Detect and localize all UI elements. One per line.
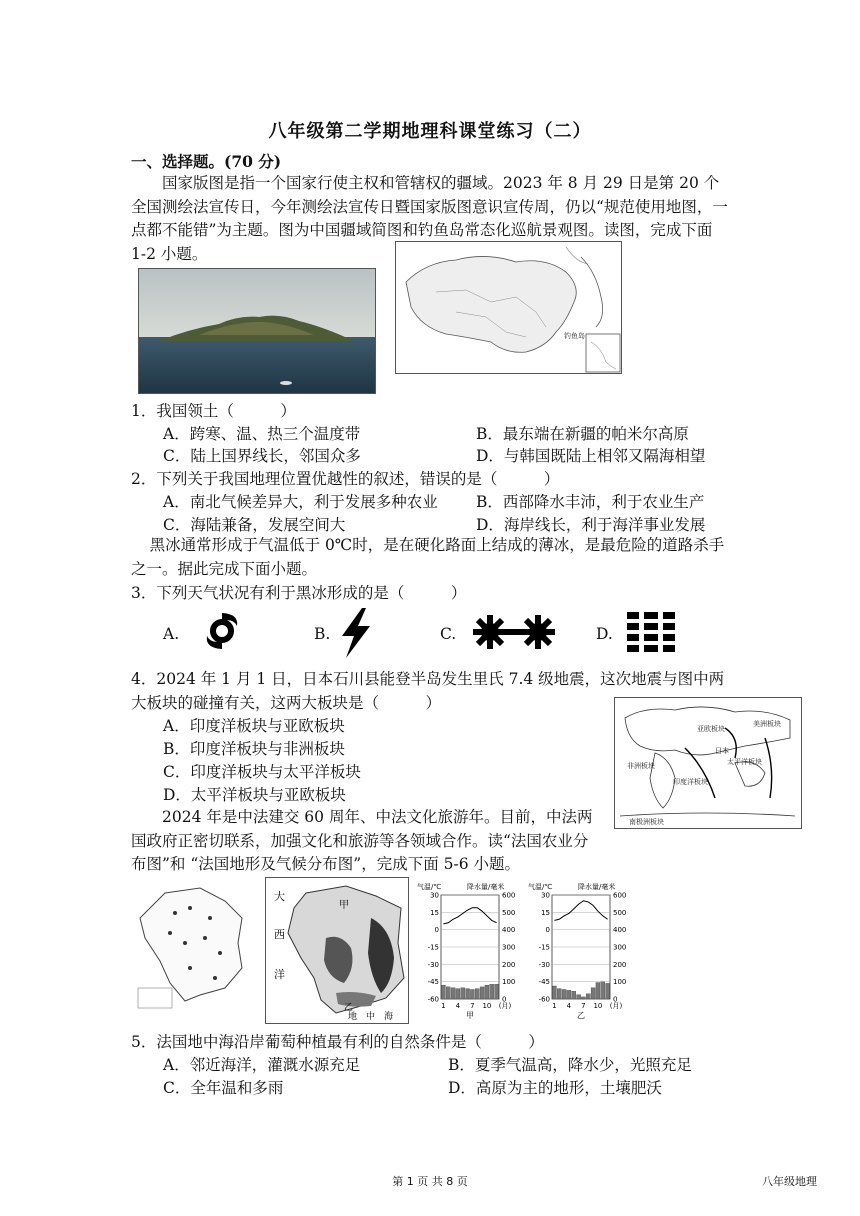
question-4-stem: 4．2024 年 1 月 1 日，日本石川县能登半岛发生里氏 7.4 级地震，这次地震与图中两大板块的碰撞有关，这两大板块是（ ） [131,670,725,712]
question-2-stem: 2．下列关于我国地理位置优越性的叙述，错误的是（ ） [131,470,560,488]
plate-label-indian: 印度洋板块 [673,778,708,786]
precip-bar [495,984,499,999]
precip-tick-label: 200 [613,960,627,969]
precip-bar [485,985,489,999]
precip-tick-label: 400 [502,926,516,935]
precip-tick-label: 300 [502,943,516,952]
q4-option-b[interactable]: B．印度洋板块与非洲板块 [163,740,345,758]
terrain-ocean-1: 大 [274,890,285,903]
typhoon-icon [199,608,245,654]
question-5-stem: 5．法国地中海沿岸葡萄种植最有利的自然条件是（ ） [131,1033,544,1051]
intro-paragraph-1: 国家版图是指一个国家行使主权和管辖权的疆域。2023 年 8 月 29 日是第 20 个全国测绘法宣传日，今年测绘法宣传日暨国家版图意识宣传周，仍以“规范使用地图，一点都不能错”为主题。图为中国疆域简图和钓鱼岛常态化巡航景观图。读图，完成下面 1-2 小题。 [131,174,728,263]
precip-bar [461,988,465,999]
terrain-ocean-3: 洋 [274,968,285,981]
temp-tick-label: -30 [538,960,550,969]
temp-tick-label: -60 [427,995,439,1004]
precip-tick-label: 100 [502,978,516,987]
precip-bar [606,983,610,999]
precip-bar [441,985,445,999]
q5-option-d[interactable]: D．高原为主的地形，土壤肥沃 [448,1079,662,1097]
precip-tick-label: 500 [502,908,516,917]
plate-label-japan: 日本 [715,747,729,755]
china-territory-map [395,241,622,374]
page-title: 八年级第二学期地理科课堂练习（二） [268,121,592,142]
temp-tick-label: 0 [434,926,439,935]
precip-tick-label: 500 [613,908,627,917]
q4-option-a[interactable]: A．印度洋板块与亚欧板块 [163,717,345,735]
month-tick-label: (月) [609,1002,623,1010]
month-tick-label: 10 [482,1002,492,1010]
precip-bar [446,987,450,999]
intro-paragraph-2: 黑冰通常形成于气温低于 0℃时，是在硬化路面上结成的薄冰，是最危险的道路杀手之一。据此完成下面小题。 [131,536,725,578]
q4-option-d[interactable]: D．太平洋板块与亚欧板块 [163,786,346,804]
precip-bar [567,990,571,999]
france-agriculture-map [130,883,260,1013]
ylabel-left: 气温/℃ [417,883,442,891]
page-number: 第 1 页 共 8 页 [392,1175,468,1188]
precip-bar [466,989,470,999]
precip-bar [456,989,460,999]
temp-tick-label: -45 [538,978,550,987]
precip-bar [552,986,556,999]
fog-icon [627,612,675,654]
climate-chart-jia [417,881,525,1021]
precip-tick-label: 0 [613,995,618,1004]
precip-bar [451,988,455,999]
question-1-stem: 1．我国领土（ ） [131,402,296,420]
plate-label-africa: 非洲板块 [627,762,655,770]
precip-tick-label: 600 [613,891,627,900]
month-tick-label: 1 [441,1002,446,1010]
q2-option-b[interactable]: B．西部降水丰沛，利于农业生产 [476,493,705,511]
temp-tick-label: -60 [538,995,550,1004]
precip-bar [475,989,479,999]
diaoyu-label: 钓鱼岛 [564,332,585,340]
precip-tick-label: 100 [613,978,627,987]
precip-bar [596,983,600,999]
climate-chart-yi [528,881,636,1021]
plate-label-eurasia: 亚欧板块 [697,725,725,733]
precip-bar [601,982,605,999]
terrain-point-jia: 甲 [339,900,349,911]
ylabel-right: 降水量/毫米 [467,883,505,891]
q4-option-c[interactable]: C．印度洋板块与太平洋板块 [163,763,361,781]
q5-option-b[interactable]: B．夏季气温高，降水少，光照充足 [448,1056,692,1074]
q1-option-d[interactable]: D．与韩国既陆上相邻又隔海相望 [476,447,706,465]
precip-bar [572,991,576,999]
q3-option-b[interactable]: B. [314,625,331,643]
precip-bar [557,989,561,999]
precip-bar [480,987,484,999]
q1-option-a[interactable]: A．跨寒、温、热三个温度带 [163,425,361,443]
lightning-icon [336,608,376,658]
plate-label-america: 美洲板块 [753,720,781,728]
terrain-sea-label: 地 中 海 [348,1012,394,1022]
q2-option-a[interactable]: A．南北气候差异大，利于发展多种农业 [163,493,438,511]
terrain-ocean-2: 西 [274,928,285,941]
month-tick-label: 7 [470,1002,475,1010]
temp-tick-label: 15 [430,908,439,917]
temp-tick-label: 0 [545,926,550,935]
precip-bar [490,984,494,999]
precip-tick-label: 0 [502,995,507,1004]
month-tick-label: 10 [593,1002,603,1010]
france-terrain-map [265,877,409,1024]
temp-line [554,901,607,921]
precip-tick-label: 200 [502,960,516,969]
plate-label-antarctic: 南极洲板块 [629,818,664,826]
temp-tick-label: 15 [541,908,550,917]
temp-tick-label: -45 [427,978,439,987]
q5-option-c[interactable]: C．全年温和多雨 [163,1079,284,1097]
q1-option-b[interactable]: B．最东端在新疆的帕米尔高原 [476,425,689,443]
month-tick-label: 4 [455,1002,461,1010]
ylabel-left: 气温/℃ [528,883,553,891]
footer-subject: 八年级地理 [762,1175,817,1188]
snowflake-icon [470,612,560,652]
q3-option-c[interactable]: C. [440,625,457,643]
plate-label-pacific: 太平洋板块 [727,758,762,766]
chart-caption: 甲 [466,1011,474,1020]
precip-bar [586,994,590,999]
month-tick-label: (月) [498,1002,512,1010]
terrain-point-yi: 乙 [344,1003,354,1013]
q3-option-a[interactable]: A. [163,625,180,643]
precip-tick-label: 400 [613,926,627,935]
temp-tick-label: 30 [541,891,550,900]
world-plates-map [614,697,802,829]
precip-bar [581,997,585,999]
q5-option-a[interactable]: A．邻近海洋，灌溉水源充足 [163,1056,361,1074]
temp-tick-label: -15 [427,943,439,952]
precip-bar [470,989,474,999]
q2-option-c[interactable]: C．海陆兼备，发展空间大 [163,516,346,534]
month-tick-label: 1 [552,1002,557,1010]
temp-tick-label: -15 [538,943,550,952]
month-tick-label: 7 [581,1002,586,1010]
diaoyu-island-photo [138,268,376,394]
temp-tick-label: 30 [430,891,439,900]
precip-tick-label: 300 [613,943,627,952]
section-heading: 一、选择题。(70 分) [131,152,282,171]
ylabel-right: 降水量/毫米 [578,883,616,891]
precip-bar [591,988,595,999]
precip-bar [577,995,581,999]
chart-caption: 乙 [577,1011,585,1020]
q1-option-c[interactable]: C．陆上国界线长，邻国众多 [163,447,361,465]
q2-option-d[interactable]: D．海岸线长，利于海洋事业发展 [476,516,706,534]
precip-bar [562,989,566,999]
precip-tick-label: 600 [502,891,516,900]
month-tick-label: 4 [566,1002,572,1010]
q3-option-d[interactable]: D. [596,625,613,643]
intro-paragraph-3: 2024 年是中法建交 60 周年、中法文化旅游年。目前，中法两国政府正密切联系，加强文化和旅游等各领域合作。读“法国农业分布图”和 “法国地形及气候分布图”，完成下面 5-6 小题。 [131,808,593,873]
temp-tick-label: -30 [427,960,439,969]
question-3-stem: 3．下列天气状况有利于黑冰形成的是（ ） [131,584,467,602]
temp-line [443,908,496,924]
